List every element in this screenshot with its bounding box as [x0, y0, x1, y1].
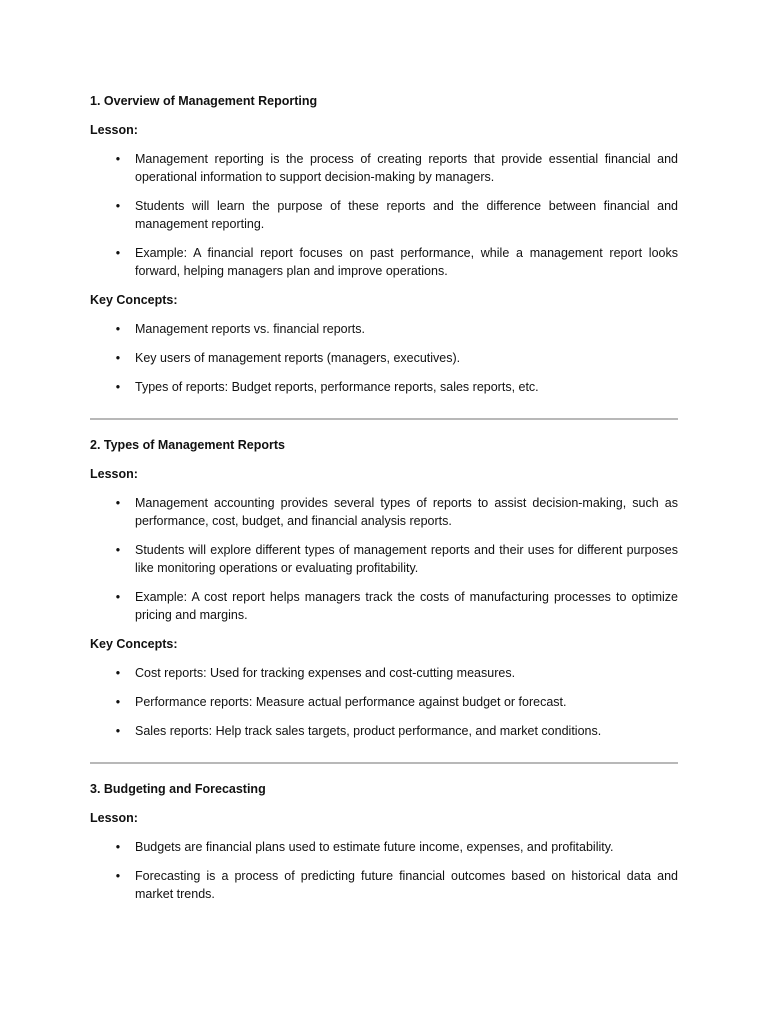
section-title: 2. Types of Management Reports: [90, 438, 285, 452]
key-concepts-list: [90, 664, 678, 740]
list-item: [90, 378, 678, 396]
bullet-icon: •: [115, 322, 121, 336]
list-item-text: Management reports vs. financial reports.: [135, 322, 365, 336]
lesson-list: [90, 838, 678, 903]
section-3: [90, 780, 678, 903]
section-divider: [90, 762, 678, 764]
list-item: [90, 349, 678, 367]
list-item-text: Example: A financial report focuses on past performance, while a management report looks forward, helping managers plan and improve operations.: [135, 246, 678, 278]
key-concepts-list: [90, 320, 678, 396]
list-item: [90, 664, 678, 682]
list-item-text: Cost reports: Used for tracking expenses and cost-cutting measures.: [135, 666, 516, 680]
list-item: [90, 494, 678, 530]
list-item-text: Types of reports: Budget reports, performance reports, sales reports, etc.: [135, 380, 539, 394]
list-item: [90, 150, 678, 186]
list-item: [90, 588, 678, 624]
document-page: [90, 92, 678, 914]
list-item: [90, 541, 678, 577]
list-item: [90, 244, 678, 280]
bullet-icon: •: [115, 695, 121, 709]
list-item: [90, 838, 678, 856]
section-title: 3. Budgeting and Forecasting: [90, 782, 266, 796]
lesson-heading: Lesson:: [90, 123, 138, 137]
list-item: [90, 867, 678, 903]
list-item-text: Key users of management reports (managers, executives).: [135, 351, 461, 365]
list-item: [90, 197, 678, 233]
key-concepts-heading: Key Concepts:: [90, 637, 178, 651]
list-item-text: Management accounting provides several types of reports to assist decision-making, such as performance, cost, budget, and financial analysis reports.: [135, 496, 678, 528]
bullet-icon: •: [115, 840, 121, 854]
list-item: [90, 722, 678, 740]
section-title: 1. Overview of Management Reporting: [90, 94, 318, 108]
section-divider: [90, 418, 678, 420]
key-concepts-heading: Key Concepts:: [90, 293, 178, 307]
bullet-icon: •: [115, 543, 121, 557]
section-1: [90, 92, 678, 396]
list-item-text: Budgets are financial plans used to estimate future income, expenses, and profitability.: [135, 840, 614, 854]
bullet-icon: •: [115, 152, 121, 166]
list-item-text: Example: A cost report helps managers track the costs of manufacturing processes to optimize pricing and margins.: [135, 590, 678, 622]
bullet-icon: •: [115, 869, 121, 883]
bullet-icon: •: [115, 351, 121, 365]
bullet-icon: •: [115, 380, 121, 394]
lesson-list: [90, 494, 678, 624]
bullet-icon: •: [115, 199, 121, 213]
list-item-text: Management reporting is the process of creating reports that provide essential financial and operational information to support decision-making by managers.: [135, 152, 678, 184]
lesson-heading: Lesson:: [90, 811, 138, 825]
list-item-text: Forecasting is a process of predicting future financial outcomes based on historical data and market trends.: [135, 869, 678, 901]
lesson-heading: Lesson:: [90, 467, 138, 481]
bullet-icon: •: [115, 666, 121, 680]
bullet-icon: •: [115, 590, 121, 604]
lesson-list: [90, 150, 678, 280]
list-item-text: Students will explore different types of management reports and their uses for different purposes like monitoring operations or evaluating profitability.: [135, 543, 678, 575]
list-item-text: Sales reports: Help track sales targets, product performance, and market conditions.: [135, 724, 602, 738]
list-item-text: Students will learn the purpose of these reports and the difference between financial and management reporting.: [135, 199, 678, 231]
section-2: [90, 436, 678, 740]
bullet-icon: •: [115, 246, 121, 260]
bullet-icon: •: [115, 724, 121, 738]
list-item: [90, 320, 678, 338]
bullet-icon: •: [115, 496, 121, 510]
list-item-text: Performance reports: Measure actual performance against budget or forecast.: [135, 695, 567, 709]
list-item: [90, 693, 678, 711]
